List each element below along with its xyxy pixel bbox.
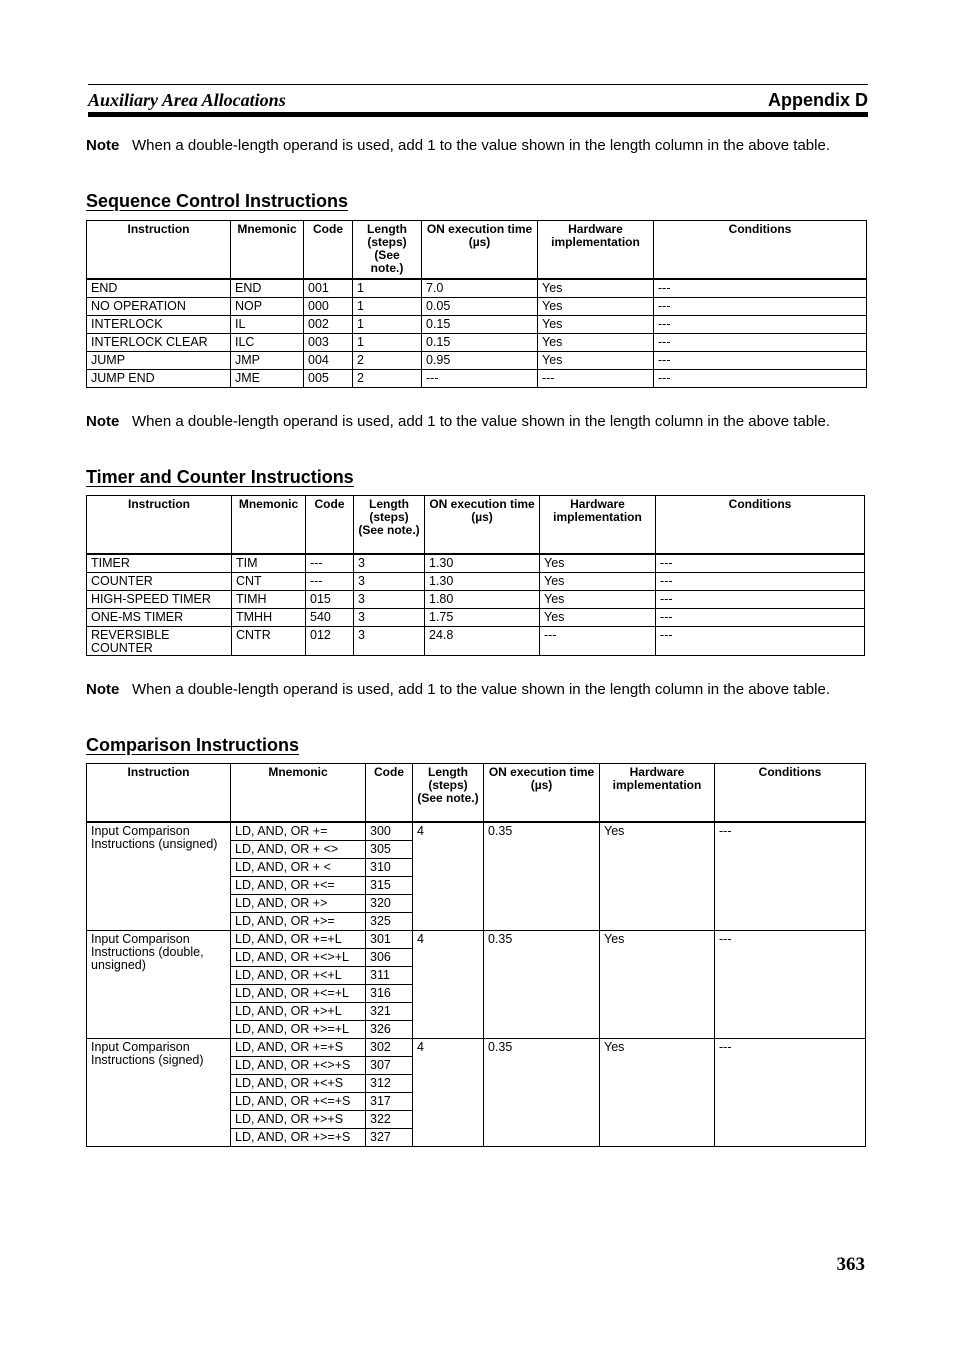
table-row [87, 590, 865, 608]
cell-code: 015 [306, 590, 354, 608]
column-header-mnemonic: Mnemonic [232, 496, 306, 554]
column-header-conditions: Conditions [654, 221, 867, 279]
column-header-code: Code [366, 764, 413, 822]
cell-mnemonic: IL [231, 315, 304, 333]
table-row [87, 930, 866, 948]
column-header-length: Length (steps) (See note.) [413, 764, 484, 822]
cell-hardware: Yes [600, 822, 715, 931]
cell-conditions: --- [656, 626, 865, 655]
cell-code: 305 [366, 840, 413, 858]
cell-code: 012 [306, 626, 354, 655]
cell-conditions: --- [654, 333, 867, 351]
cell-conditions: --- [656, 572, 865, 590]
cell-mnemonic: LD, AND, OR +=+S [231, 1038, 366, 1056]
cell-conditions: --- [656, 608, 865, 626]
column-header-mnemonic: Mnemonic [231, 221, 304, 279]
cell-conditions: --- [654, 297, 867, 315]
cell-code: 315 [366, 876, 413, 894]
cell-on-time: 7.0 [422, 279, 538, 298]
note-text: When a double-length operand is used, add 1 to the value shown in the length column in the above table. [132, 137, 830, 154]
cell-instruction: Input Comparison Instructions (double, unsigned) [87, 930, 231, 1038]
cell-code: 322 [366, 1110, 413, 1128]
cell-on-time: 1.30 [425, 554, 540, 573]
cell-length: 4 [413, 822, 484, 931]
note-label: Note [86, 681, 120, 698]
cell-instruction: JUMP END [87, 369, 231, 387]
cell-hardware: Yes [540, 554, 656, 573]
cell-code: 540 [306, 608, 354, 626]
cell-hardware: --- [538, 369, 654, 387]
cell-mnemonic: LD, AND, OR +<+S [231, 1074, 366, 1092]
table-row [87, 369, 867, 387]
cell-code: 310 [366, 858, 413, 876]
note-label: Note [86, 137, 120, 154]
cell-on-time: 24.8 [425, 626, 540, 655]
table-row [87, 554, 865, 573]
column-header-on-time: ON execution time (µs) [484, 764, 600, 822]
cell-mnemonic: NOP [231, 297, 304, 315]
cell-on-time: 0.35 [484, 822, 600, 931]
cell-on-time: 0.35 [484, 1038, 600, 1146]
cell-conditions: --- [715, 930, 866, 1038]
cell-conditions: --- [654, 351, 867, 369]
cell-code: 300 [366, 822, 413, 841]
table-row [87, 297, 867, 315]
table-row [87, 351, 867, 369]
cell-code: 326 [366, 1020, 413, 1038]
cell-instruction: JUMP [87, 351, 231, 369]
cell-hardware: Yes [538, 351, 654, 369]
cell-code: 301 [366, 930, 413, 948]
cell-length: 3 [354, 554, 425, 573]
cell-mnemonic: END [231, 279, 304, 298]
cell-instruction: INTERLOCK CLEAR [87, 333, 231, 351]
cell-conditions: --- [654, 315, 867, 333]
cell-length: 3 [354, 590, 425, 608]
cell-mnemonic: TIM [232, 554, 306, 573]
cell-instruction: Input Comparison Instructions (signed) [87, 1038, 231, 1146]
cell-mnemonic: LD, AND, OR +<=+S [231, 1092, 366, 1110]
cell-instruction: TIMER [87, 554, 232, 573]
cell-code: 317 [366, 1092, 413, 1110]
column-header-length: Length (steps) (See note.) [353, 221, 422, 279]
table-row [87, 822, 866, 841]
cell-code: 002 [304, 315, 353, 333]
page-number: 363 [836, 1254, 865, 1275]
cell-code: 312 [366, 1074, 413, 1092]
cell-length: 2 [353, 369, 422, 387]
cell-hardware: Yes [540, 572, 656, 590]
cell-mnemonic: JMP [231, 351, 304, 369]
header-section-title: Auxiliary Area Allocations [88, 90, 286, 110]
cell-instruction: INTERLOCK [87, 315, 231, 333]
column-header-hardware: Hardware implementation [538, 221, 654, 279]
cell-length: 1 [353, 315, 422, 333]
cell-mnemonic: LD, AND, OR +<>+L [231, 948, 366, 966]
header-top-rule [88, 84, 868, 85]
cell-mnemonic: LD, AND, OR +<=+L [231, 984, 366, 1002]
cell-code: --- [306, 554, 354, 573]
column-header-instruction: Instruction [87, 496, 232, 554]
cell-on-time: --- [422, 369, 538, 387]
note-2 [86, 412, 865, 432]
column-header-length: Length (steps) (See note.) [354, 496, 425, 554]
table-row [87, 279, 867, 298]
cell-code: 306 [366, 948, 413, 966]
column-header-conditions: Conditions [656, 496, 865, 554]
cell-on-time: 0.35 [484, 930, 600, 1038]
cell-length: 4 [413, 930, 484, 1038]
cell-mnemonic: CNT [232, 572, 306, 590]
cell-hardware: --- [540, 626, 656, 655]
cell-mnemonic: LD, AND, OR + < [231, 858, 366, 876]
cell-instruction: NO OPERATION [87, 297, 231, 315]
cell-on-time: 0.15 [422, 315, 538, 333]
cell-conditions: --- [715, 822, 866, 931]
cell-on-time: 1.30 [425, 572, 540, 590]
cell-mnemonic: CNTR [232, 626, 306, 655]
table-header-row [87, 764, 866, 822]
note-text: When a double-length operand is used, add 1 to the value shown in the length column in the above table. [132, 681, 830, 698]
cell-instruction: COUNTER [87, 572, 232, 590]
cell-instruction: ONE-MS TIMER [87, 608, 232, 626]
cell-mnemonic: ILC [231, 333, 304, 351]
column-header-on-time: ON execution time (µs) [425, 496, 540, 554]
cell-code: 320 [366, 894, 413, 912]
cell-code: 307 [366, 1056, 413, 1074]
table-row [87, 608, 865, 626]
cell-hardware: Yes [538, 333, 654, 351]
cell-code: --- [306, 572, 354, 590]
cell-mnemonic: LD, AND, OR +> [231, 894, 366, 912]
cell-hardware: Yes [540, 608, 656, 626]
cell-instruction: HIGH-SPEED TIMER [87, 590, 232, 608]
cell-hardware: Yes [538, 315, 654, 333]
cell-mnemonic: TIMH [232, 590, 306, 608]
cell-hardware: Yes [600, 1038, 715, 1146]
cell-code: 327 [366, 1128, 413, 1146]
cell-conditions: --- [715, 1038, 866, 1146]
cell-conditions: --- [654, 369, 867, 387]
cell-mnemonic: LD, AND, OR +>= [231, 912, 366, 930]
cell-mnemonic: LD, AND, OR +>+L [231, 1002, 366, 1020]
sequence-section-title: Sequence Control Instructions [86, 191, 349, 211]
table-row [87, 626, 865, 655]
cell-code: 321 [366, 1002, 413, 1020]
table-row [87, 333, 867, 351]
cell-hardware: Yes [538, 279, 654, 298]
cell-length: 1 [353, 333, 422, 351]
cell-code: 005 [304, 369, 353, 387]
cell-instruction: END [87, 279, 231, 298]
cell-on-time: 1.80 [425, 590, 540, 608]
column-header-instruction: Instruction [87, 221, 231, 279]
comparison-table [86, 763, 866, 1147]
cell-code: 316 [366, 984, 413, 1002]
table-row [87, 572, 865, 590]
cell-mnemonic: LD, AND, OR + <> [231, 840, 366, 858]
cell-conditions: --- [654, 279, 867, 298]
cell-length: 3 [354, 608, 425, 626]
cell-on-time: 0.95 [422, 351, 538, 369]
cell-on-time: 0.15 [422, 333, 538, 351]
column-header-mnemonic: Mnemonic [231, 764, 366, 822]
cell-mnemonic: LD, AND, OR +<>+S [231, 1056, 366, 1074]
cell-mnemonic: LD, AND, OR +=+L [231, 930, 366, 948]
cell-length: 3 [354, 626, 425, 655]
cell-code: 001 [304, 279, 353, 298]
note-text: When a double-length operand is used, add 1 to the value shown in the length column in the above table. [132, 413, 830, 430]
note-3 [86, 680, 865, 700]
cell-on-time: 0.05 [422, 297, 538, 315]
cell-length: 1 [353, 279, 422, 298]
cell-code: 325 [366, 912, 413, 930]
cell-length: 3 [354, 572, 425, 590]
note-1 [86, 136, 865, 156]
cell-conditions: --- [656, 590, 865, 608]
column-header-conditions: Conditions [715, 764, 866, 822]
cell-mnemonic: JME [231, 369, 304, 387]
cell-length: 4 [413, 1038, 484, 1146]
cell-length: 2 [353, 351, 422, 369]
cell-hardware: Yes [600, 930, 715, 1038]
header-appendix-label: Appendix D [767, 90, 868, 110]
table-row [87, 315, 867, 333]
cell-hardware: Yes [540, 590, 656, 608]
cell-length: 1 [353, 297, 422, 315]
cell-mnemonic: LD, AND, OR += [231, 822, 366, 841]
cell-code: 000 [304, 297, 353, 315]
header-bottom-rule [88, 112, 868, 117]
timer-table [86, 495, 865, 656]
cell-conditions: --- [656, 554, 865, 573]
cell-mnemonic: LD, AND, OR +<+L [231, 966, 366, 984]
cell-on-time: 1.75 [425, 608, 540, 626]
timer-section-title: Timer and Counter Instructions [86, 467, 354, 487]
cell-mnemonic: TMHH [232, 608, 306, 626]
cell-mnemonic: LD, AND, OR +>=+S [231, 1128, 366, 1146]
cell-code: 302 [366, 1038, 413, 1056]
cell-mnemonic: LD, AND, OR +>+S [231, 1110, 366, 1128]
column-header-instruction: Instruction [87, 764, 231, 822]
cell-instruction: Input Comparison Instructions (unsigned) [87, 822, 231, 931]
cell-hardware: Yes [538, 297, 654, 315]
column-header-hardware: Hardware implementation [540, 496, 656, 554]
column-header-code: Code [306, 496, 354, 554]
table-row [87, 1038, 866, 1056]
column-header-code: Code [304, 221, 353, 279]
column-header-on-time: ON execution time (µs) [422, 221, 538, 279]
table-header-row [87, 221, 867, 279]
cell-mnemonic: LD, AND, OR +>=+L [231, 1020, 366, 1038]
column-header-hardware: Hardware implementation [600, 764, 715, 822]
cell-mnemonic: LD, AND, OR +<= [231, 876, 366, 894]
cell-instruction: REVERSIBLE COUNTER [87, 626, 232, 655]
cell-code: 003 [304, 333, 353, 351]
note-label: Note [86, 413, 120, 430]
table-header-row [87, 496, 865, 554]
sequence-table [86, 220, 867, 388]
cell-code: 004 [304, 351, 353, 369]
comparison-section-title: Comparison Instructions [86, 735, 300, 755]
cell-code: 311 [366, 966, 413, 984]
